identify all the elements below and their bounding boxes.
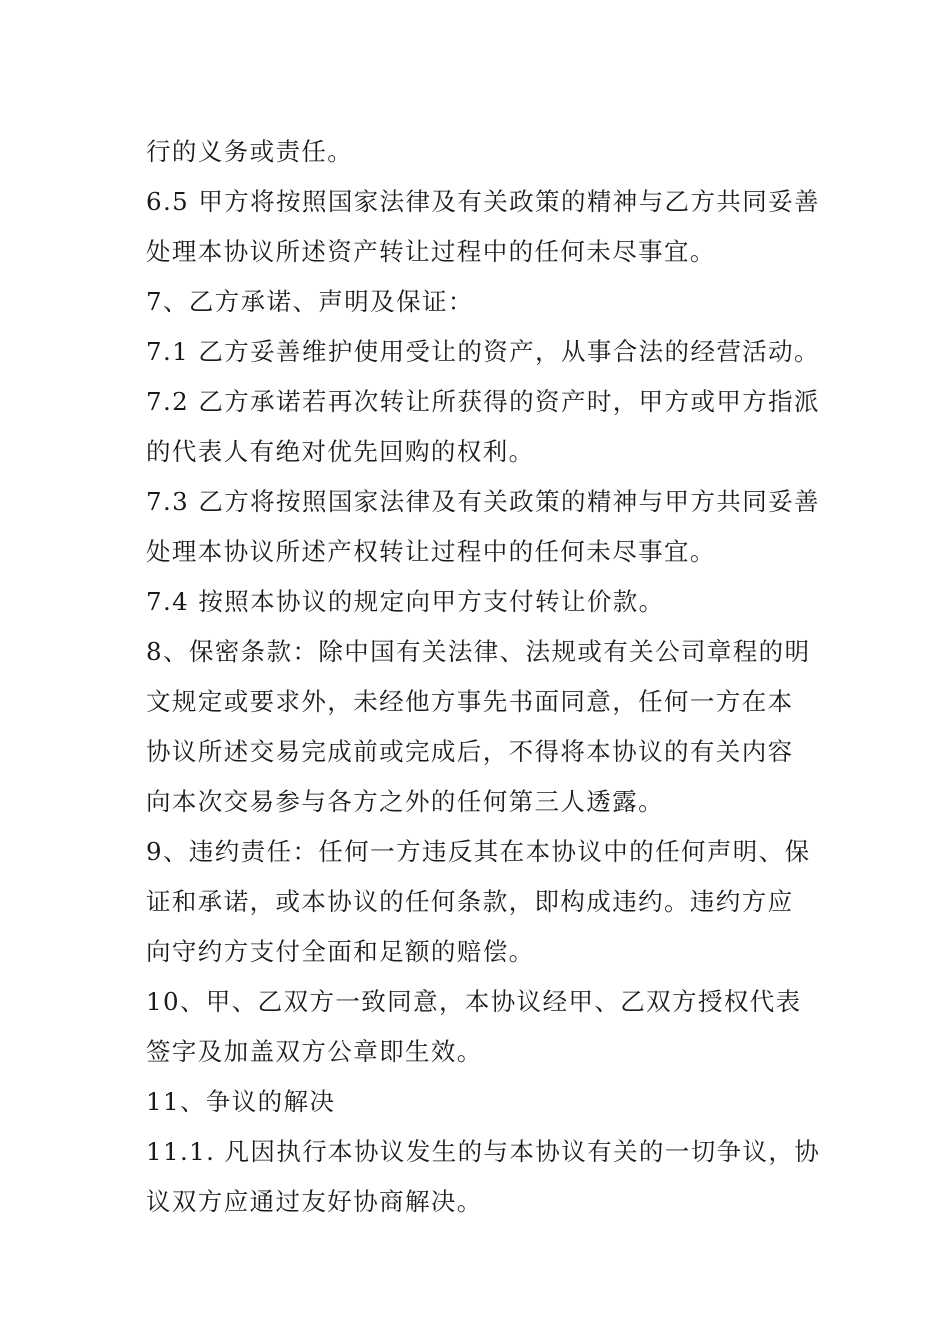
- text-line: 处理本协议所述产权转让过程中的任何未尽事宜。: [146, 537, 716, 566]
- text-line: 的代表人有绝对优先回购的权利。: [146, 437, 535, 466]
- text-line: 向守约方支付全面和足额的赔偿。: [146, 937, 535, 966]
- text-line: 处理本协议所述资产转让过程中的任何未尽事宜。: [146, 237, 716, 266]
- text-line: 6.5 甲方将按照国家法律及有关政策的精神与乙方共同妥善: [146, 187, 820, 216]
- document-body: [146, 127, 821, 1227]
- text-line: 证和承诺，或本协议的任何条款，即构成违约。违约方应: [146, 887, 794, 916]
- text-line: 7.1 乙方妥善维护使用受让的资产，从事合法的经营活动。: [146, 337, 820, 366]
- text-line: 文规定或要求外，未经他方事先书面同意，任何一方在本: [146, 687, 794, 716]
- section-heading: 7、乙方承诺、声明及保证：: [146, 287, 474, 316]
- section-heading: 11、争议的解决: [146, 1087, 336, 1116]
- text-line: 7.3 乙方将按照国家法律及有关政策的精神与甲方共同妥善: [146, 487, 820, 516]
- text-line: 9、违约责任：任何一方违反其在本协议中的任何声明、保: [146, 837, 811, 866]
- text-line: 11.1. 凡因执行本协议发生的与本协议有关的一切争议，协: [146, 1137, 821, 1166]
- text-line: 签字及加盖双方公章即生效。: [146, 1037, 483, 1066]
- text-line: 8、保密条款：除中国有关法律、法规或有关公司章程的明: [146, 637, 811, 666]
- text-line: 协议所述交易完成前或完成后，不得将本协议的有关内容: [146, 737, 794, 766]
- text-line: 7.2 乙方承诺若再次转让所获得的资产时，甲方或甲方指派: [146, 387, 820, 416]
- text-line: 行的义务或责任。: [146, 137, 354, 166]
- text-line: 议双方应通过友好协商解决。: [146, 1187, 483, 1216]
- text-line: 7.4 按照本协议的规定向甲方支付转让价款。: [146, 587, 665, 616]
- text-line: 向本次交易参与各方之外的任何第三人透露。: [146, 787, 664, 816]
- text-line: 10、甲、乙双方一致同意，本协议经甲、乙双方授权代表: [146, 987, 802, 1016]
